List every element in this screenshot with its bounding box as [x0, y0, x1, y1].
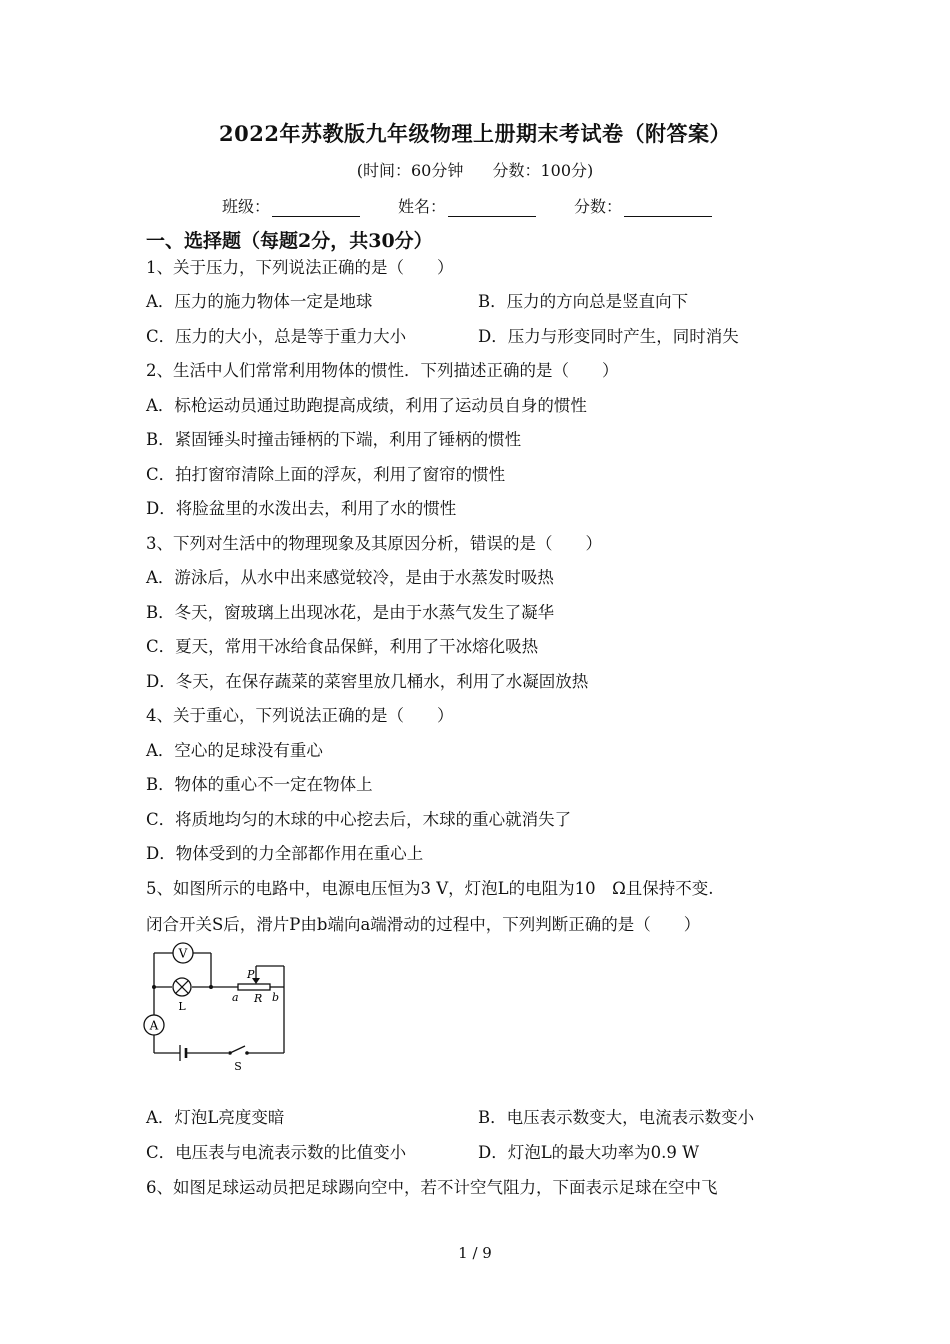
q3-option-b: B．冬天，窗玻璃上出现冰花，是由于水蒸气发生了凝华: [146, 603, 555, 622]
q1-option-a: A．压力的施力物体一定是地球: [146, 292, 373, 311]
q5-option-c: C．电压表与电流表示数的比值变小: [146, 1143, 407, 1162]
q4-stem: 4、关于重心，下列说法正确的是（ ）: [146, 706, 454, 725]
exam-subtitle: [0, 158, 950, 181]
q2-option-b: B．紧固锤头时撞击锤柄的下端，利用了锤柄的惯性: [146, 430, 522, 449]
student-info: [222, 194, 750, 217]
q4-option-a: A．空心的足球没有重心: [146, 741, 323, 760]
q2-stem: 2、生活中人们常常利用物体的惯性．下列描述正确的是（ ）: [146, 361, 619, 380]
end-b-label: b: [272, 991, 280, 1004]
q3-option-d: D．冬天，在保存蔬菜的菜窖里放几桶水，利用了水凝固放热: [146, 672, 589, 691]
resistor-label: R: [254, 992, 263, 1005]
q5-option-a: A．灯泡L亮度变暗: [146, 1108, 285, 1127]
q5-option-d: D．灯泡L的最大功率为0.9 W: [478, 1143, 700, 1162]
circuit-diagram: [130, 935, 300, 1075]
q3-stem: 3、下列对生活中的物理现象及其原因分析，错误的是（ ）: [146, 534, 602, 553]
lamp-label: L: [178, 1000, 186, 1013]
switch-icon: [228, 1046, 249, 1055]
page-number: 1 / 9: [458, 1244, 492, 1262]
q1-option-c: C．压力的大小，总是等于重力大小: [146, 327, 407, 346]
voltmeter-label: V: [178, 946, 188, 961]
q5-stem-line1: 5、如图所示的电路中，电源电压恒为3 V，灯泡L的电阻为10 Ω且保持不变.: [146, 879, 714, 898]
q1-option-b: B．压力的方向总是竖直向下: [478, 292, 689, 311]
q4-option-b: B．物体的重心不一定在物体上: [146, 775, 373, 794]
q2-option-c: C．拍打窗帘清除上面的浮灰，利用了窗帘的惯性: [146, 465, 506, 484]
slider-label: P: [247, 968, 255, 981]
battery-icon: [180, 1045, 186, 1061]
section-heading: 一、选择题（每题2分，共30分）: [146, 230, 433, 252]
q1-option-d: D．压力与形变同时产生，同时消失: [478, 327, 739, 346]
end-a-label: a: [232, 991, 239, 1004]
score-label: 分数：: [574, 197, 623, 216]
exam-title: 2022年苏教版九年级物理上册期末考试卷（附答案）: [219, 121, 731, 146]
q5-stem-line2: 闭合开关S后，滑片P由b端向a端滑动的过程中，下列判断正确的是（ ）: [146, 915, 701, 934]
q3-option-a: A．游泳后，从水中出来感觉较冷，是由于水蒸发时吸热: [146, 568, 554, 587]
score-blank[interactable]: [624, 198, 712, 217]
q3-option-c: C．夏天，常用干冰给食品保鲜，利用了干冰熔化吸热: [146, 637, 539, 656]
name-blank[interactable]: [448, 198, 536, 217]
q4-option-d: D．物体受到的力全部都作用在重心上: [146, 844, 424, 863]
class-label: 班级：: [222, 197, 271, 216]
ammeter-label: A: [149, 1018, 159, 1033]
q2-option-d: D．将脸盆里的水泼出去，利用了水的惯性: [146, 499, 457, 518]
lamp-icon: [173, 978, 191, 996]
q2-option-a: A．标枪运动员通过助跑提高成绩，利用了运动员自身的惯性: [146, 396, 587, 415]
q4-option-c: C．将质地均匀的木球的中心挖去后，木球的重心就消失了: [146, 810, 572, 829]
name-label: 姓名：: [398, 197, 447, 216]
q5-option-b: B．电压表示数变大，电流表示数变小: [478, 1108, 755, 1127]
score-info: 分数：100分): [492, 161, 594, 180]
q1-stem: 1、关于压力，下列说法正确的是（ ）: [146, 258, 454, 277]
q6-stem: 6、如图足球运动员把足球踢向空中，若不计空气阻力，下面表示足球在空中飞: [146, 1178, 718, 1197]
switch-label: S: [234, 1060, 242, 1073]
class-blank[interactable]: [272, 198, 360, 217]
time-info: (时间：60分钟: [356, 161, 464, 180]
